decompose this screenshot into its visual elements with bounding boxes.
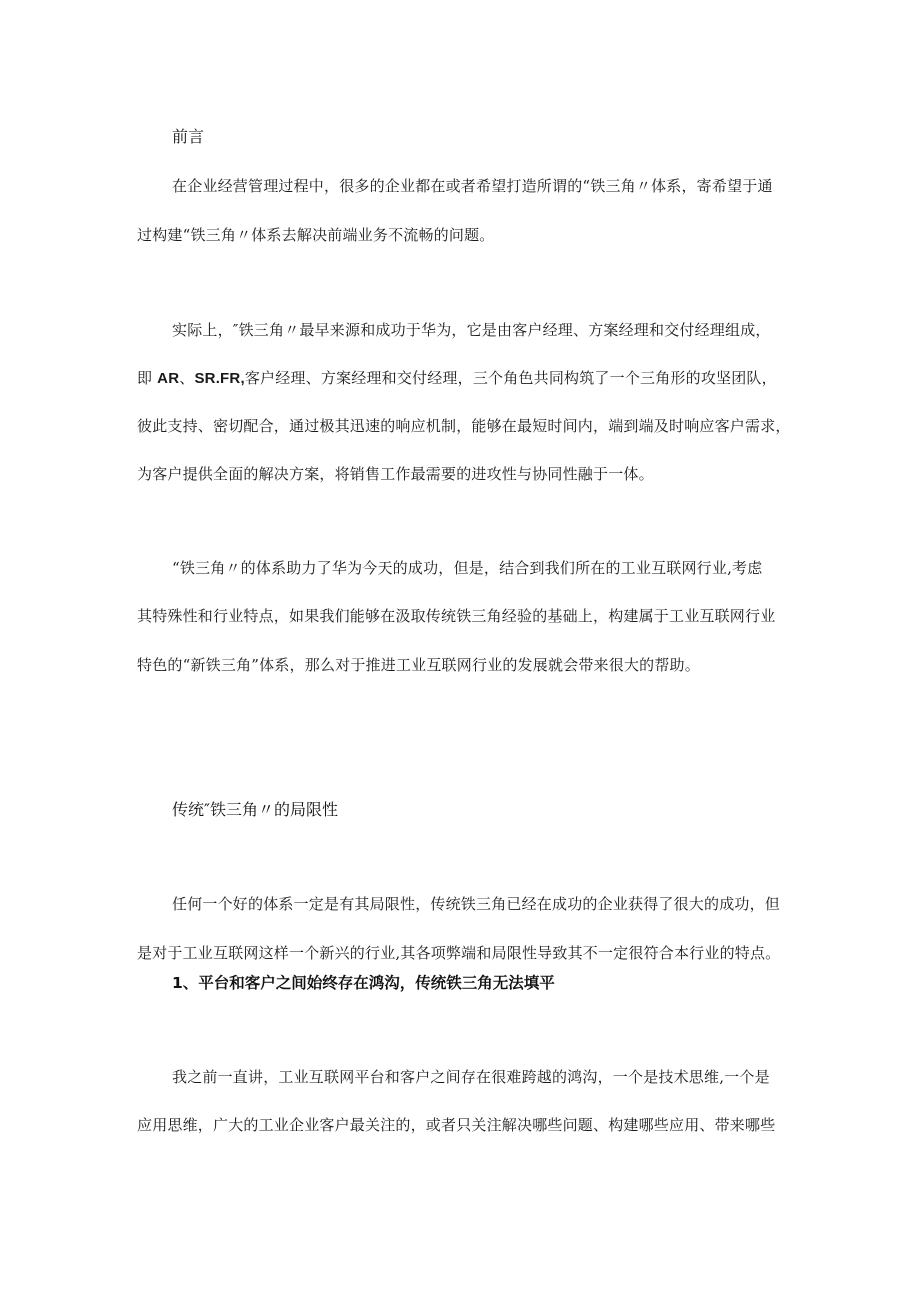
paragraph-5-line-2: 应用思维，广大的工业企业客户最关注的，或者只关注解决哪些问题、构建哪些应用、带来哪些 — [137, 1116, 776, 1134]
abbreviation-separator: 、 — [179, 369, 195, 387]
paragraph-1-line-1: 在企业经营管理过程中，很多的企业都在或者希望打造所谓的“铁三角〃体系，寄希望于通 — [172, 177, 773, 195]
paragraph-2-line-1: 实际上，″铁三角〃最早来源和成功于华为，它是由客户经理、方案经理和交付经理组成， — [172, 321, 771, 339]
paragraph-2-line-4: 为客户提供全面的解决方案，将销售工作最需要的进攻性与协同性融于一体。 — [137, 465, 654, 483]
paragraph-1-line-2: 过构建“铁三角〃体系去解决前端业务不流畅的问题。 — [137, 226, 495, 244]
abbreviation-ar: AR — [157, 370, 180, 387]
paragraph-3-line-3: 特色的“新铁三角”体系，那么对于推进工业互联网行业的发展就会带来很大的帮助。 — [137, 656, 700, 674]
subheading-1: 1、平台和客户之间始终存在鸿沟，传统铁三角无法填平 — [172, 974, 555, 992]
paragraph-5-line-1: 我之前一直讲，工业互联网平台和客户之间存在很难跨越的鸿沟，一个是技术思维,一个是 — [172, 1068, 770, 1086]
paragraph-4-line-1: 任何一个好的体系一定是有其局限性，传统铁三角已经在成功的企业获得了很大的成功，但 — [172, 895, 781, 913]
abbreviation-sr-fr: SR.FR, — [194, 370, 245, 387]
paragraph-2-line-2-prefix: 即 — [137, 369, 153, 387]
paragraph-3-line-2: 其特殊性和行业特点，如果我们能够在汲取传统铁三角经验的基础上，构建属于工业互联网行业 — [137, 607, 776, 625]
paragraph-2-line-2-rest: 客户经理、方案经理和交付经理，三个角色共同构筑了一个三角形的攻坚团队， — [244, 369, 777, 387]
paragraph-3-line-1: “铁三角〃的体系助力了华为今天的成功，但是，结合到我们所在的工业互联网行业,考虑 — [172, 559, 763, 577]
paragraph-2-line-2 — [137, 368, 777, 389]
paragraph-2-line-3: 彼此支持、密切配合，通过极其迅速的响应机制，能够在最短时间内，端到端及时响应客户需求， — [137, 417, 791, 435]
paragraph-4-line-2: 是对于工业互联网这样一个新兴的行业,其各项弊端和局限性导致其不一定很符合本行业的特点。 — [137, 944, 781, 962]
section-heading-limitations: 传统″铁三角〃的局限性 — [172, 800, 338, 819]
section-heading-preface: 前言 — [172, 127, 205, 146]
